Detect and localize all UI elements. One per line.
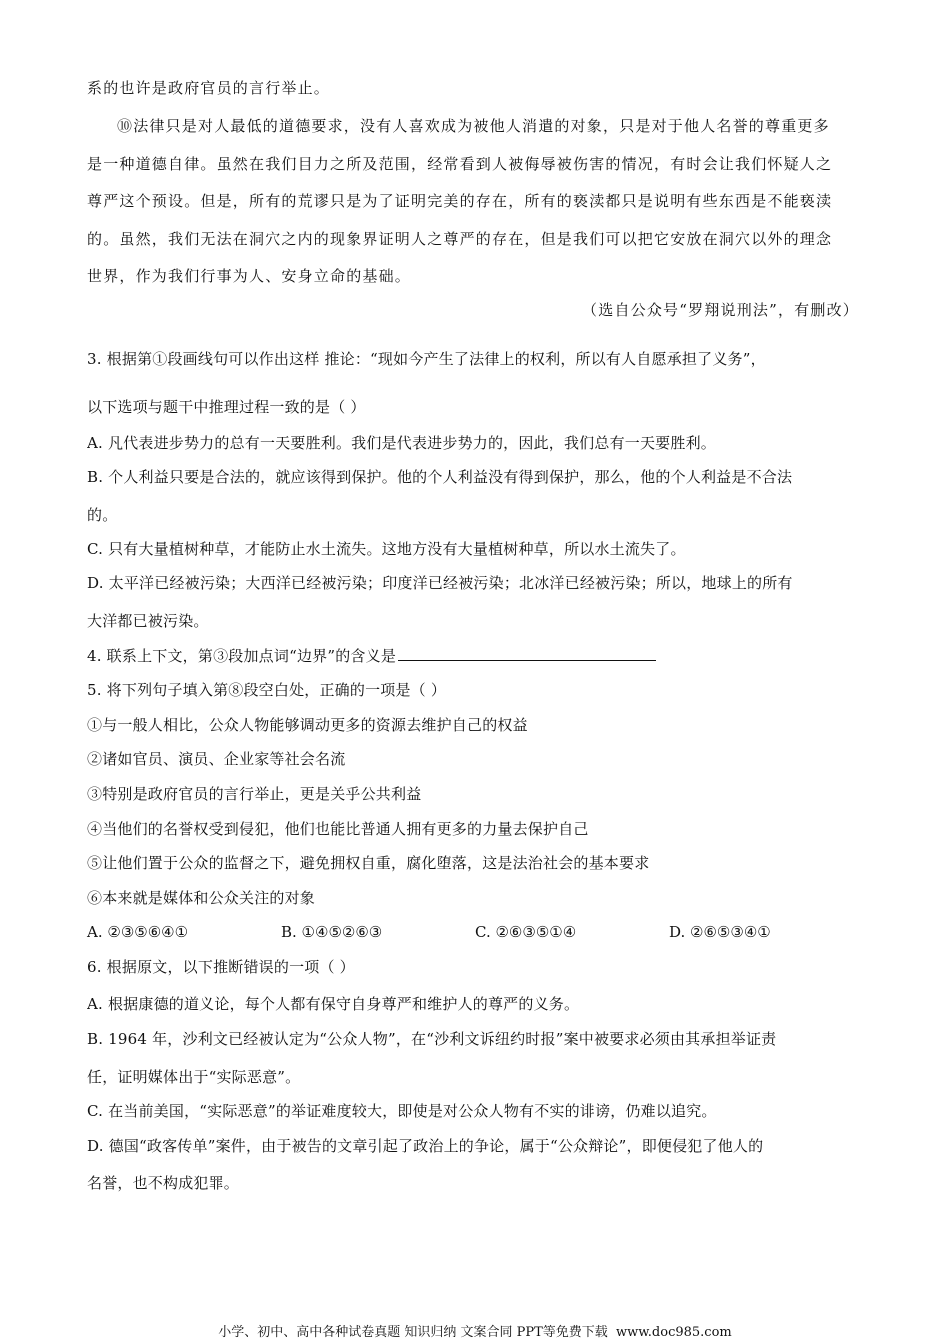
question-5-option-d: D. ②⑥⑤③④① [669,923,771,941]
question-3-stem: 3. 根据第①段画线句可以作出这样 推论：“现如今产生了法律上的权利，所以有人自愿承担了义务”， [87,350,766,368]
question-5-option-b: B. ①④⑤②⑥③ [281,923,383,941]
question-3-option-a: A. 凡代表进步势力的总有一天要胜利。我们是代表进步势力的，因此，我们总有一天要胜利。 [87,434,716,452]
passage-line: 系的也许是政府官员的言行举止。 [87,79,331,97]
paragraph-10-line: 是一种道德自律。虽然在我们目力之所及范围，经常看到人被侮辱被伤害的情况，有时会让我们怀疑人之 [87,155,833,173]
question-4-text: 4. 联系上下文，第③段加点词“边界”的含义是 [87,647,397,665]
sentence-1: ①与一般人相比，公众人物能够调动更多的资源去维护自己的权益 [87,716,528,734]
question-6-stem [87,957,862,977]
sentence-2: ②诸如官员、演员、企业家等社会名流 [87,750,346,768]
question-5-options [87,922,862,942]
question-3-option-c: C. 只有大量植树种草，才能防止水土流失。这地方没有大量植树种草，所以水土流失了。 [87,540,686,558]
question-6-option-a: A. 根据康德的道义论，每个人都有保守自身尊严和维护人的尊严的义务。 [87,995,580,1013]
question-3-option-b: 的。 [87,506,118,524]
paragraph-10-line: ⑩法律只是对人最低的道德要求，没有人喜欢成为被他人消遣的对象，只是对于他人名誉的尊重更多 [117,117,830,135]
question-6-option-b: B. 1964 年，沙利文已经被认定为“公众人物”，在“沙利文诉纽约时报”案中被要求必须由其承担举证责 [87,1030,777,1048]
question-6-text: 的一项（ ） [273,958,355,976]
question-3-stem: 以下选项与题干中推理过程一致的是（ ） [87,398,366,416]
sentence-3: ③特别是政府官员的言行举止，更是关乎公共利益 [87,785,422,803]
paragraph-10-line: 世界，作为我们行事为人、安身立命的基础。 [87,267,412,285]
footer-site-link[interactable]: www.doc985.com [615,1325,732,1340]
question-6-option-c: C. 在当前美国，“实际恶意”的举证难度较大，即使是对公众人物有不实的诽谤，仍难以追究。 [87,1102,717,1120]
question-5-stem: 5. 将下列句子填入第⑧段空白处，正确的一项是（ ） [87,681,447,699]
sentence-4: ④当他们的名誉权受到侵犯，他们也能比普通人拥有更多的力量去保护自己 [87,820,589,838]
question-5-option-c: C. ②⑥③⑤①④ [475,923,577,941]
emphasis-dotted-word: 错误 [243,958,274,976]
question-3-option-b: B. 个人利益只要是合法的，就应该得到保护。他的个人利益没有得到保护，那么，他的个人利益是不合法 [87,468,793,486]
question-5-option-a: A. ②③⑤⑥④① [87,923,189,941]
question-3-option-d: D. 太平洋已经被污染；大西洋已经被污染；印度洋已经被污染；北冰洋已经被污染；所以，地球上的所有 [87,574,793,592]
paragraph-10-line: 的。虽然，我们无法在洞穴之内的现象界证明人之尊严的存在，但是我们可以把它安放在洞穴以外的理念 [87,230,833,248]
page-footer [0,1325,950,1341]
answer-blank[interactable] [398,646,656,661]
question-4-stem [87,646,862,666]
question-3-option-d: 大洋都已被污染。 [87,612,209,630]
question-6-option-d: D. 德国“政客传单”案件，由于被告的文章引起了政治上的争论，属于“公众辩论”，即便侵犯了他人的 [87,1137,764,1155]
question-6-text: 6. 根据原文，以下推断 [87,958,244,976]
sentence-5: ⑤让他们置于公众的监督之下，避免拥权自重，腐化堕落，这是法治社会的基本要求 [87,854,650,872]
question-6-option-d: 名誉，也不构成犯罪。 [87,1174,240,1192]
question-6-option-b: 任，证明媒体出于“实际恶意”。 [87,1068,301,1086]
paragraph-10-line: 尊严这个预设。但是，所有的荒谬只是为了证明完美的存在，所有的亵渎都只是说明有些东西是不能亵渎 [87,192,833,210]
footer-text: 小学、初中、高中各种试卷真题 知识归纳 文案合同 PPT等免费下载 [218,1325,608,1340]
source-attribution: （选自公众号“罗翔说刑法”，有删改） [582,301,859,319]
sentence-6: ⑥本来就是媒体和公众关注的对象 [87,889,316,907]
